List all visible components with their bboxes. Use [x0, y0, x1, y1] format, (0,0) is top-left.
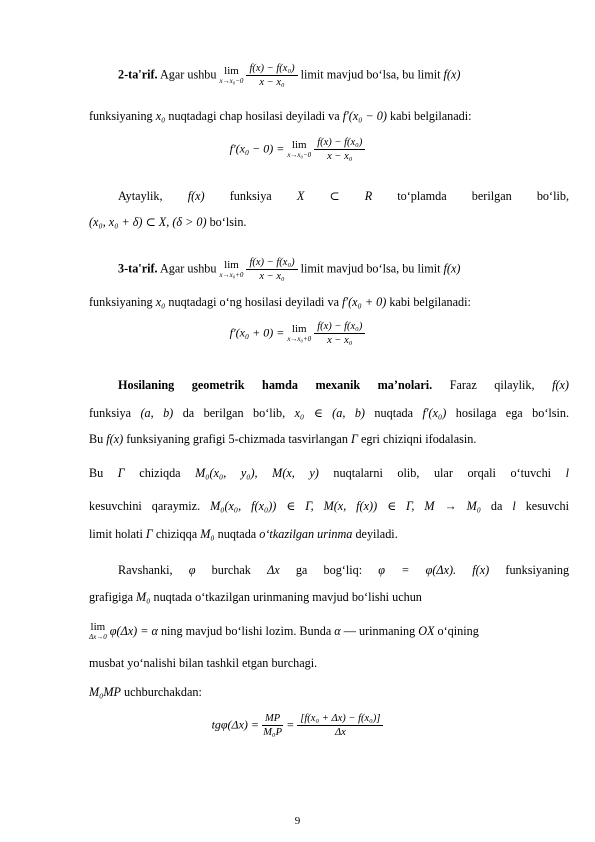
text: Bu — [89, 432, 104, 446]
text: kesuvchi — [525, 499, 570, 513]
formula-fraction: $\frac{\text{f(x) − f(x₀)}}{\text{x − x₀}}$ — [246, 62, 297, 89]
text: kesuvchini qaraymiz. — [89, 499, 201, 513]
text-line — [89, 214, 569, 230]
text-line — [89, 405, 569, 421]
text: nuqtada — [374, 406, 414, 420]
formula-display: f′(x₀ − 0) = lim x→x₀−0 $\frac{\text{f(x) − f(x₀)}}{\text{x − x₀}}$ — [0, 136, 595, 163]
formula-x0-in-ab: x₀ ∈ (a, b) — [294, 406, 365, 420]
text: deyiladi. — [355, 527, 398, 541]
text-line — [118, 256, 569, 283]
formula-display: f′(x₀ + 0) = lim x→x₀+0 $\frac{\text{f(x) − f(x₀)}}{\text{x − x₀}}$ — [0, 320, 595, 347]
text: funksiya — [89, 406, 131, 420]
text: nuqtadagi o‘ng hosilasi deyiladi va — [168, 295, 339, 309]
text: funksiyaning — [505, 563, 570, 577]
text: grafigiga — [89, 590, 133, 604]
formula-phi-dx: φ = φ(Δx). — [378, 563, 457, 577]
formula-lim: lim x→x₀+0 — [219, 258, 244, 279]
text-line — [89, 294, 569, 310]
text: funksiya — [229, 189, 272, 203]
formula-fx: f(x) — [187, 189, 205, 203]
formula-m0: M₀ — [136, 590, 151, 604]
text: funksiyaning grafigi 5-chizmada tasvirlangan — [126, 432, 348, 446]
formula-x0: x₀ — [155, 295, 166, 309]
text: da berilgan bo‘lib, — [182, 406, 286, 420]
definition-label: 2-ta'rif. — [118, 67, 158, 82]
text: bo‘lsin. — [209, 215, 247, 229]
formula-lim: lim x→x₀−0 — [219, 64, 244, 85]
text: — urinmaning — [343, 623, 416, 638]
text-line — [89, 465, 569, 481]
section-heading: Hosilaning geometrik hamda mexanik ma’nolari. — [118, 378, 433, 392]
text: nuqtalarni olib, ular orqali o‘tuvchi — [333, 466, 552, 480]
text-line — [89, 622, 569, 642]
text: nuqtada — [217, 527, 257, 541]
text-line — [118, 562, 569, 578]
text: ning mavjud bo‘lishi lozim. Bunda — [160, 623, 332, 638]
text: egri chiziqni ifodalasin. — [360, 432, 477, 446]
formula-points: M₀(x₀, y₀), M(x, y) — [195, 466, 319, 480]
text-line — [89, 526, 569, 542]
text: kabi belgilanadi: — [389, 109, 472, 123]
text: Agar ushbu — [159, 67, 217, 82]
text: hosilaga ega bo‘lsin. — [455, 406, 570, 420]
formula-fx: f(x) — [472, 563, 490, 577]
text: Faraz qilaylik, — [449, 378, 535, 392]
formula-secant: M₀(x₀, f(x₀)) ∈ Γ, M(x, f(x)) ∈ Γ, M → M₀ — [210, 499, 481, 513]
formula-m0: M₀ — [200, 527, 215, 541]
text: ga bog‘liq: — [295, 563, 363, 577]
text: musbat yo‘nalishi bilan tashkil etgan burchagi. — [89, 656, 318, 670]
formula-gamma: Γ — [350, 432, 358, 446]
text-line — [89, 498, 569, 514]
text: o‘qining — [437, 623, 479, 638]
text: limit mavjud bo‘lsa, bu limit — [300, 67, 441, 82]
definition-label: 3-ta'rif. — [118, 261, 158, 276]
formula-gamma: Γ — [145, 527, 153, 541]
text: Aytaylik, — [118, 189, 163, 203]
emphasis-tangent: o‘tkazilgan urinma — [259, 527, 353, 541]
text-line — [118, 377, 569, 393]
formula-fx: f(x) — [443, 261, 461, 276]
formula-derivative: f′(x₀) — [422, 406, 447, 420]
text: da — [490, 499, 503, 513]
text: Ravshanki, — [118, 563, 173, 577]
text: Agar ushbu — [159, 261, 217, 276]
formula-ab: (a, b) — [140, 406, 174, 420]
formula-dx: Δx — [267, 563, 280, 577]
formula-ox: OX — [418, 623, 435, 638]
formula-phi: φ — [188, 563, 196, 577]
formula-triangle: M₀MP — [89, 685, 121, 699]
formula-alpha: α — [334, 623, 341, 638]
text: limit holati — [89, 527, 143, 541]
formula-lim: lim Δx→0 — [89, 621, 107, 641]
text: to‘plamda — [397, 189, 447, 203]
text: Bu — [89, 466, 104, 480]
formula-display: tgφ(Δx) = $\frac{MP}{\text{M₀P}}$ = $\frac{\text{[f(x₀ + Δx) − f(x₀)]}}{\Delta x}$ — [0, 712, 595, 739]
text: uchburchakdan: — [124, 685, 202, 699]
formula-l: l — [565, 466, 570, 480]
text: kabi belgilanadi: — [389, 295, 471, 309]
formula-fraction: $\frac{\text{f(x) − f(x₀)}}{\text{x − x₀}}$ — [246, 256, 297, 283]
text-line — [89, 108, 569, 124]
text: burchak — [211, 563, 251, 577]
formula-right-derivative: f′(x₀ + 0) — [342, 295, 387, 309]
formula-fx: f(x) — [443, 67, 461, 82]
text: berilgan — [471, 189, 512, 203]
text: funksiyaning — [89, 295, 153, 309]
formula-gamma: Γ — [117, 466, 125, 480]
text: chiziqda — [139, 466, 181, 480]
text: bo‘lib, — [536, 189, 569, 203]
formula-x0: x₀ — [155, 109, 166, 123]
formula-l: l — [512, 499, 516, 513]
text: nuqtada o‘tkazilgan urinmaning mavjud bo‘lishi uchun — [153, 590, 422, 604]
page-number: 9 — [294, 815, 301, 827]
formula-fx: f(x) — [552, 378, 569, 392]
text: funksiyaning — [89, 109, 153, 123]
text: limit mavjud bo‘lsa, bu limit — [300, 261, 441, 276]
text: nuqtadagi chap hosilasi deyiladi va — [168, 109, 340, 123]
text-line — [118, 62, 569, 89]
text-line — [89, 431, 569, 447]
text-line — [89, 684, 569, 700]
text-line — [118, 188, 569, 204]
formula-phi-limit: φ(Δx) = α — [109, 623, 158, 638]
text-line — [89, 655, 569, 671]
formula-left-derivative: f′(x₀ − 0) — [342, 109, 387, 123]
formula-set: X ⊂ R — [296, 189, 373, 203]
text-line — [89, 589, 569, 605]
formula-interval: (x₀, x₀ + δ) ⊂ X, (δ > 0) — [89, 215, 207, 229]
formula-fx: f(x) — [106, 432, 124, 446]
text: chiziqqa — [155, 527, 198, 541]
